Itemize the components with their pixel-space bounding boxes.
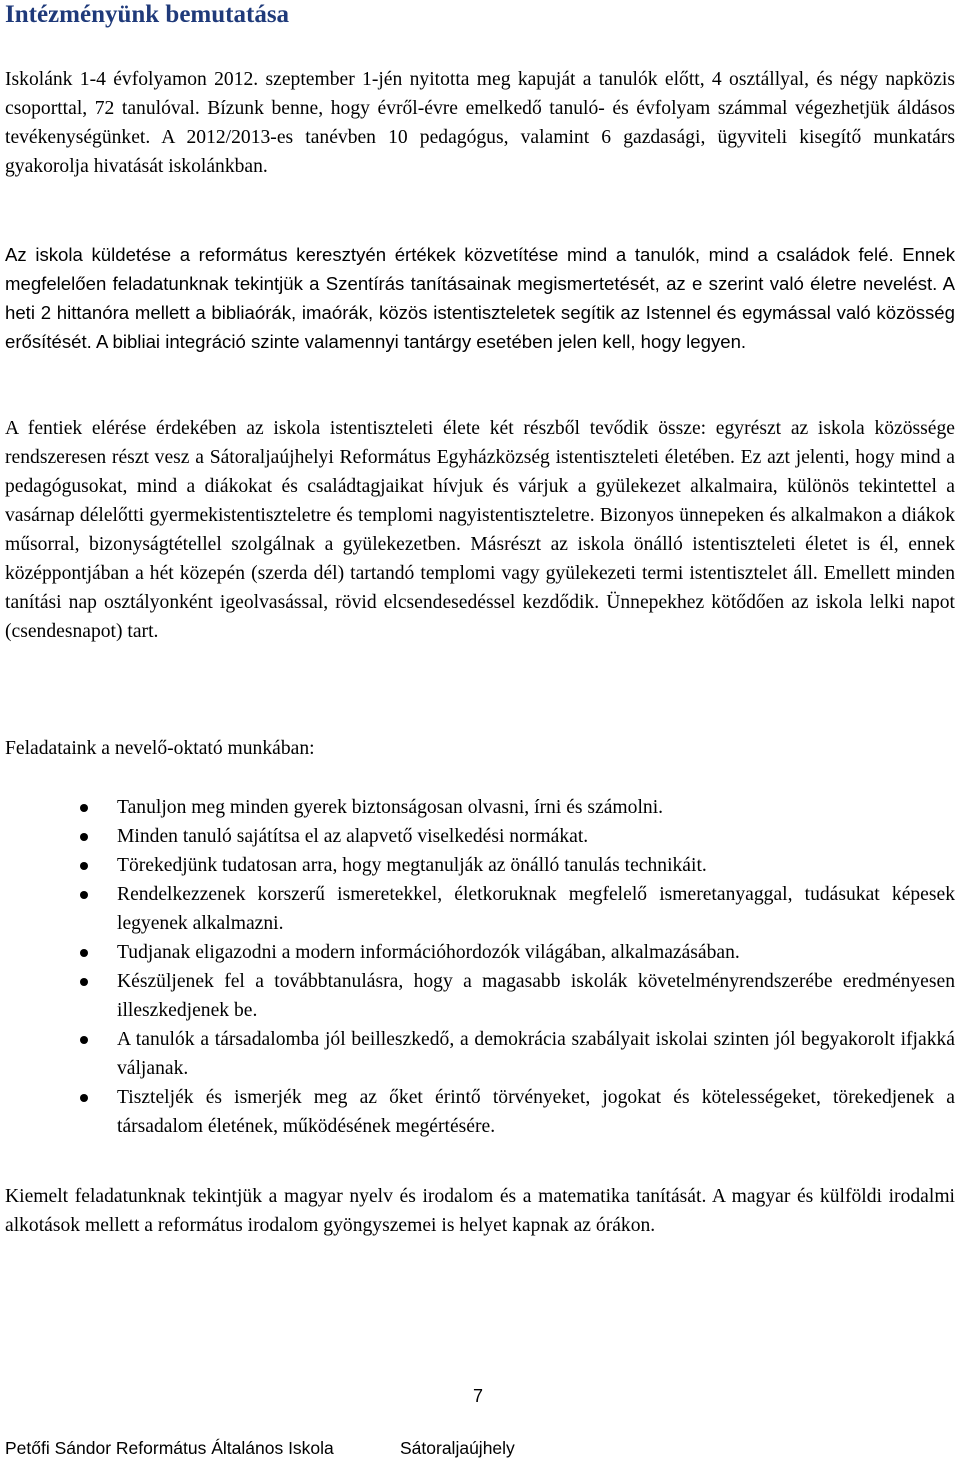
list-item	[5, 880, 955, 938]
bullet-icon	[80, 1036, 88, 1044]
closing-paragraph: Kiemelt feladatunknak tekintjük a magyar nyelv és irodalom és a matematika tanítását. A magyar és külföldi irodalmi alkotások mellett a református irodalom gyöngyszemei is helyet kapnak az órákon.	[5, 1186, 955, 1236]
bullet-icon	[80, 804, 88, 812]
page-number: 7	[473, 1386, 484, 1406]
footer-city: Sátoraljaújhely	[400, 1438, 515, 1458]
intro-paragraph: Iskolánk 1-4 évfolyamon 2012. szeptember 1-jén nyitotta meg kapuját a tanulók előtt, 4 osztállyal, és négy napközis csoporttal, 72 tanulóval. Bízunk benne, hogy évről-évre emelkedő tanuló- és évfolyam számmal végezhetjük áldásos tevékenységünket. A 2012/2013-es tanévben 10 pedagógus, valamint 6 gazdasági, ügyviteli kisegítő munkatárs gyakorolja hivatását iskolánkban.	[5, 69, 955, 177]
list-item-text: A tanulók a társadalomba jól beilleszkedő, a demokrácia szabályait iskolai szinten jól begyakorolt ifjakká váljanak.	[117, 1029, 955, 1079]
bullet-icon	[80, 978, 88, 986]
list-item	[5, 851, 955, 880]
list-item-text: Törekedjünk tudatosan arra, hogy megtanulják az önálló tanulás technikáit.	[117, 855, 707, 876]
list-item	[5, 938, 955, 967]
bullet-icon	[80, 862, 88, 870]
bullet-icon	[80, 833, 88, 841]
tasks-list	[5, 793, 955, 1141]
tasks-label: Feladataink a nevelő-oktató munkában:	[5, 738, 315, 759]
page-title: Intézményünk bemutatása	[5, 1, 290, 28]
bullet-icon	[80, 949, 88, 957]
footer-school-name: Petőfi Sándor Református Általános Iskola	[5, 1438, 334, 1458]
list-item	[5, 793, 955, 822]
list-item	[5, 967, 955, 1025]
list-item	[5, 822, 955, 851]
list-item-text: Rendelkezzenek korszerű ismeretekkel, életkoruknak megfelelő ismeretanyaggal, tudásukat képesek legyenek alkalmazni.	[117, 884, 955, 934]
bullet-icon	[80, 891, 88, 899]
page-footer	[5, 1436, 515, 1460]
mission-paragraph: Az iskola küldetése a református keresztyén értékek közvetítése mind a tanulók, mind a családok felé. Ennek megfelelően feladatunknak tekintjük a Szentírás tanításainak megismertetését, az e szerint való életre nevelést. A heti 2 hittanóra mellett a bibliaórák, imaórák, közös istentiszteletek segítik az Istennel és egymással való közösség erősítését. A bibliai integráció szinte valamennyi tantárgy esetében jelen kell, hogy legyen.	[5, 244, 955, 352]
list-item-text: Készüljenek fel a továbbtanulásra, hogy a magasabb iskolák követelményrendszerébe eredményesen illeszkedjenek be.	[117, 971, 955, 1021]
list-item	[5, 1083, 955, 1141]
list-item-text: Tudjanak eligazodni a modern információhordozók világában, alkalmazásában.	[117, 942, 740, 963]
list-item	[5, 1025, 955, 1083]
list-item-text: Tiszteljék és ismerjék meg az őket érintő törvényeket, jogokat és kötelességeket, törekedjenek a társadalom életének, működésének megértésére.	[117, 1087, 955, 1137]
bullet-icon	[80, 1094, 88, 1102]
worship-paragraph: A fentiek elérése érdekében az iskola istentiszteleti élete két részből tevődik össze: egyrészt az iskola közössége rendszeresen részt vesz a Sátoraljaújhelyi Református Egyházközség istentiszteleti életében. Ez azt jelenti, hogy mind a pedagógusokat, mind a diákokat és családtagjaikat hívjuk és várjuk a gyülekezet alkalmaira, különös tekintettel a vasárnap délelőtti gyermekistentiszteletre és templomi nagyistentiszteletre. Bizonyos ünnepeken és alkalmakon a diákok műsorral, bizonyságtétellel szolgálnak a gyülekezetben. Másrészt az iskola önálló istentiszteleti életet is él, ennek középpontjában a hét közepén (szerda dél) tartandó templomi vagy gyülekezeti termi istentisztelet áll. Emellett minden tanítási nap osztályonként igeolvasással, rövid elcsendesedéssel kezdődik. Ünnepekhez kötődően az iskola lelki napot (csendesnapot) tart.	[5, 418, 955, 642]
list-item-text: Minden tanuló sajátítsa el az alapvető viselkedési normákat.	[117, 826, 589, 847]
list-item-text: Tanuljon meg minden gyerek biztonságosan olvasni, írni és számolni.	[117, 797, 664, 818]
